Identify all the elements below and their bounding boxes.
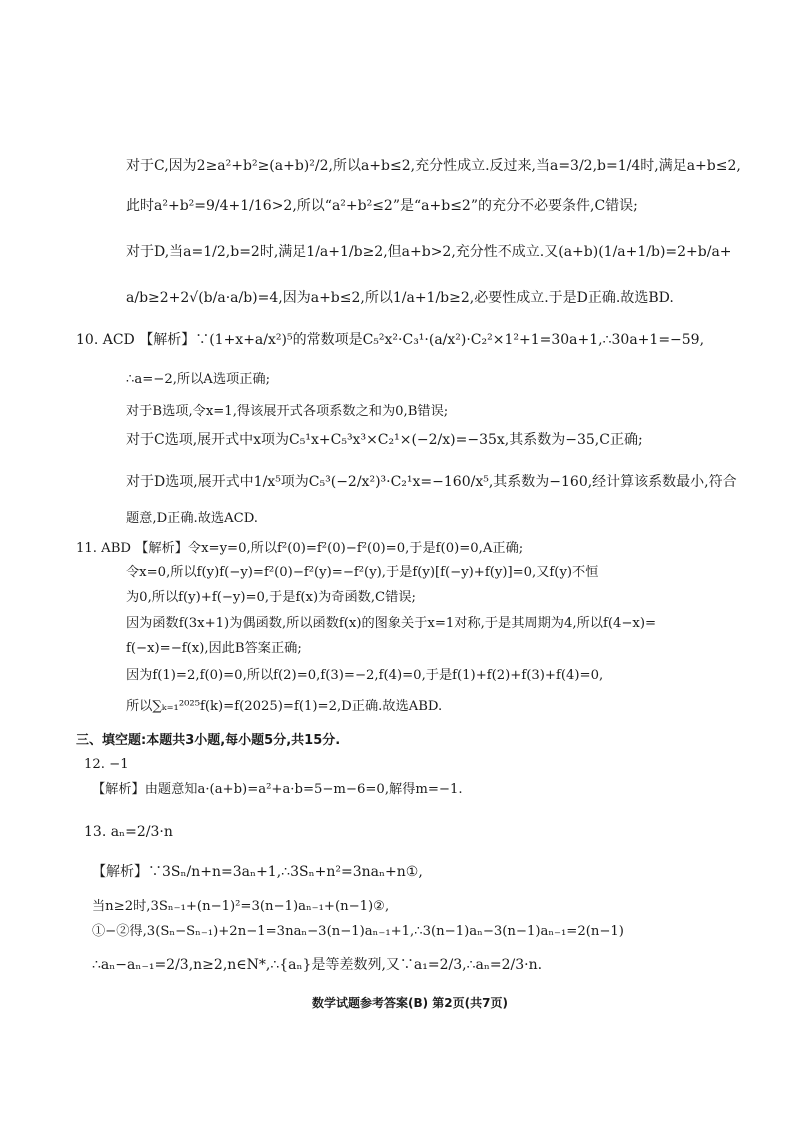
q12-answer: 12. −1 <box>84 757 129 772</box>
q10-header-line: 10. ACD 【解析】∵(1+x+a/x²)⁵的常数项是C₅²x²·C₃¹·(a/x²)·C₂²×1²+1=30a+1,∴30a+1=−59, <box>76 332 705 348</box>
q11-line-3: 为0,所以f(y)+f(−y)=0,于是f(x)为奇函数,C错误; <box>126 590 416 605</box>
q13-analysis-1: 【解析】∵3Sₙ/n+n=3aₙ+1,∴3Sₙ+n²=3naₙ+n①, <box>92 864 423 880</box>
section-heading-fill-in: 三、填空题:本题共3小题,每小题5分,共15分. <box>76 733 341 748</box>
q11-line-2: 令x=0,所以f(y)f(−y)=f²(0)−f²(y)=−f²(y),于是f(y)[f(−y)+f(y)]=0,又f(y)不恒 <box>126 565 599 580</box>
q11-line-6: 因为f(1)=2,f(0)=0,所以f(2)=0,f(3)=−2,f(4)=0,于是f(1)+f(2)+f(3)+f(4)=0, <box>126 668 604 683</box>
q13-analysis-3: ①−②得,3(Sₙ−Sₙ₋₁)+2n−1=3naₙ−3(n−1)aₙ₋₁+1,∴3(n−1)aₙ−3(n−1)aₙ₋₁=2(n−1) <box>92 924 624 939</box>
q13-analysis-2: 当n≥2时,3Sₙ₋₁+(n−1)²=3(n−1)aₙ₋₁+(n−1)②, <box>92 899 390 914</box>
q10-line-c: 对于C选项,展开式中x项为C₅¹x+C₅³x³×C₂¹×(−2/x)=−35x,其系数为−35,C正确; <box>126 432 643 448</box>
q10-line-d: 对于D选项,展开式中1/x⁵项为C₅³(−2/x²)³·C₂¹x=−160/x⁵,其系数为−160,经计算该系数最小,符合 <box>126 474 737 490</box>
q11-line-4: 因为函数f(3x+1)为偶函数,所以函数f(x)的图象关于x=1对称,于是其周期为4,所以f(4−x)= <box>126 616 657 631</box>
q11-header-line: 11. ABD 【解析】令x=y=0,所以f²(0)=f²(0)−f²(0)=0,于是f(0)=0,A正确; <box>76 541 524 556</box>
q12-analysis: 【解析】由题意知a·(a+b)=a²+a·b=5−m−6=0,解得m=−1. <box>92 782 463 797</box>
solution-line-d-condition: 对于D,当a=1/2,b=2时,满足1/a+1/b≥2,但a+b>2,充分性不成立.又(a+b)(1/a+1/b)=2+b/a+ <box>126 244 732 260</box>
q10-line-a: ∴a=−2,所以A选项正确; <box>126 372 271 387</box>
q10-line-final: 题意,D正确.故选ACD. <box>126 511 258 526</box>
q13-answer: 13. aₙ=2/3·n <box>84 824 173 840</box>
q13-analysis-4: ∴aₙ−aₙ₋₁=2/3,n≥2,n∈N*,∴{aₙ}是等差数列,又∵a₁=2/3,∴aₙ=2/3·n. <box>92 957 543 973</box>
q11-line-5: f(−x)=−f(x),因此B答案正确; <box>126 641 302 656</box>
q11-line-7: 所以∑ₖ₌₁²⁰²⁵f(k)=f(2025)=f(1)=2,D正确.故选ABD. <box>126 699 443 714</box>
page-footer: 数学试题参考答案(B) 第2页(共7页) <box>312 996 508 1010</box>
solution-line-c-conclusion: 此时a²+b²=9/4+1/16>2,所以“a²+b²≤2”是“a+b≤2”的充分不必要条件,C错误; <box>126 198 638 214</box>
solution-line-c-condition: 对于C,因为2≥a²+b²≥(a+b)²/2,所以a+b≤2,充分性成立.反过来,当a=3/2,b=1/4时,满足a+b≤2, <box>126 158 741 174</box>
solution-line-d-conclusion: a/b≥2+2√(b/a·a/b)=4,因为a+b≤2,所以1/a+1/b≥2,必要性成立.于是D正确.故选BD. <box>126 290 674 306</box>
q10-line-b: 对于B选项,令x=1,得该展开式各项系数之和为0,B错误; <box>126 404 449 419</box>
